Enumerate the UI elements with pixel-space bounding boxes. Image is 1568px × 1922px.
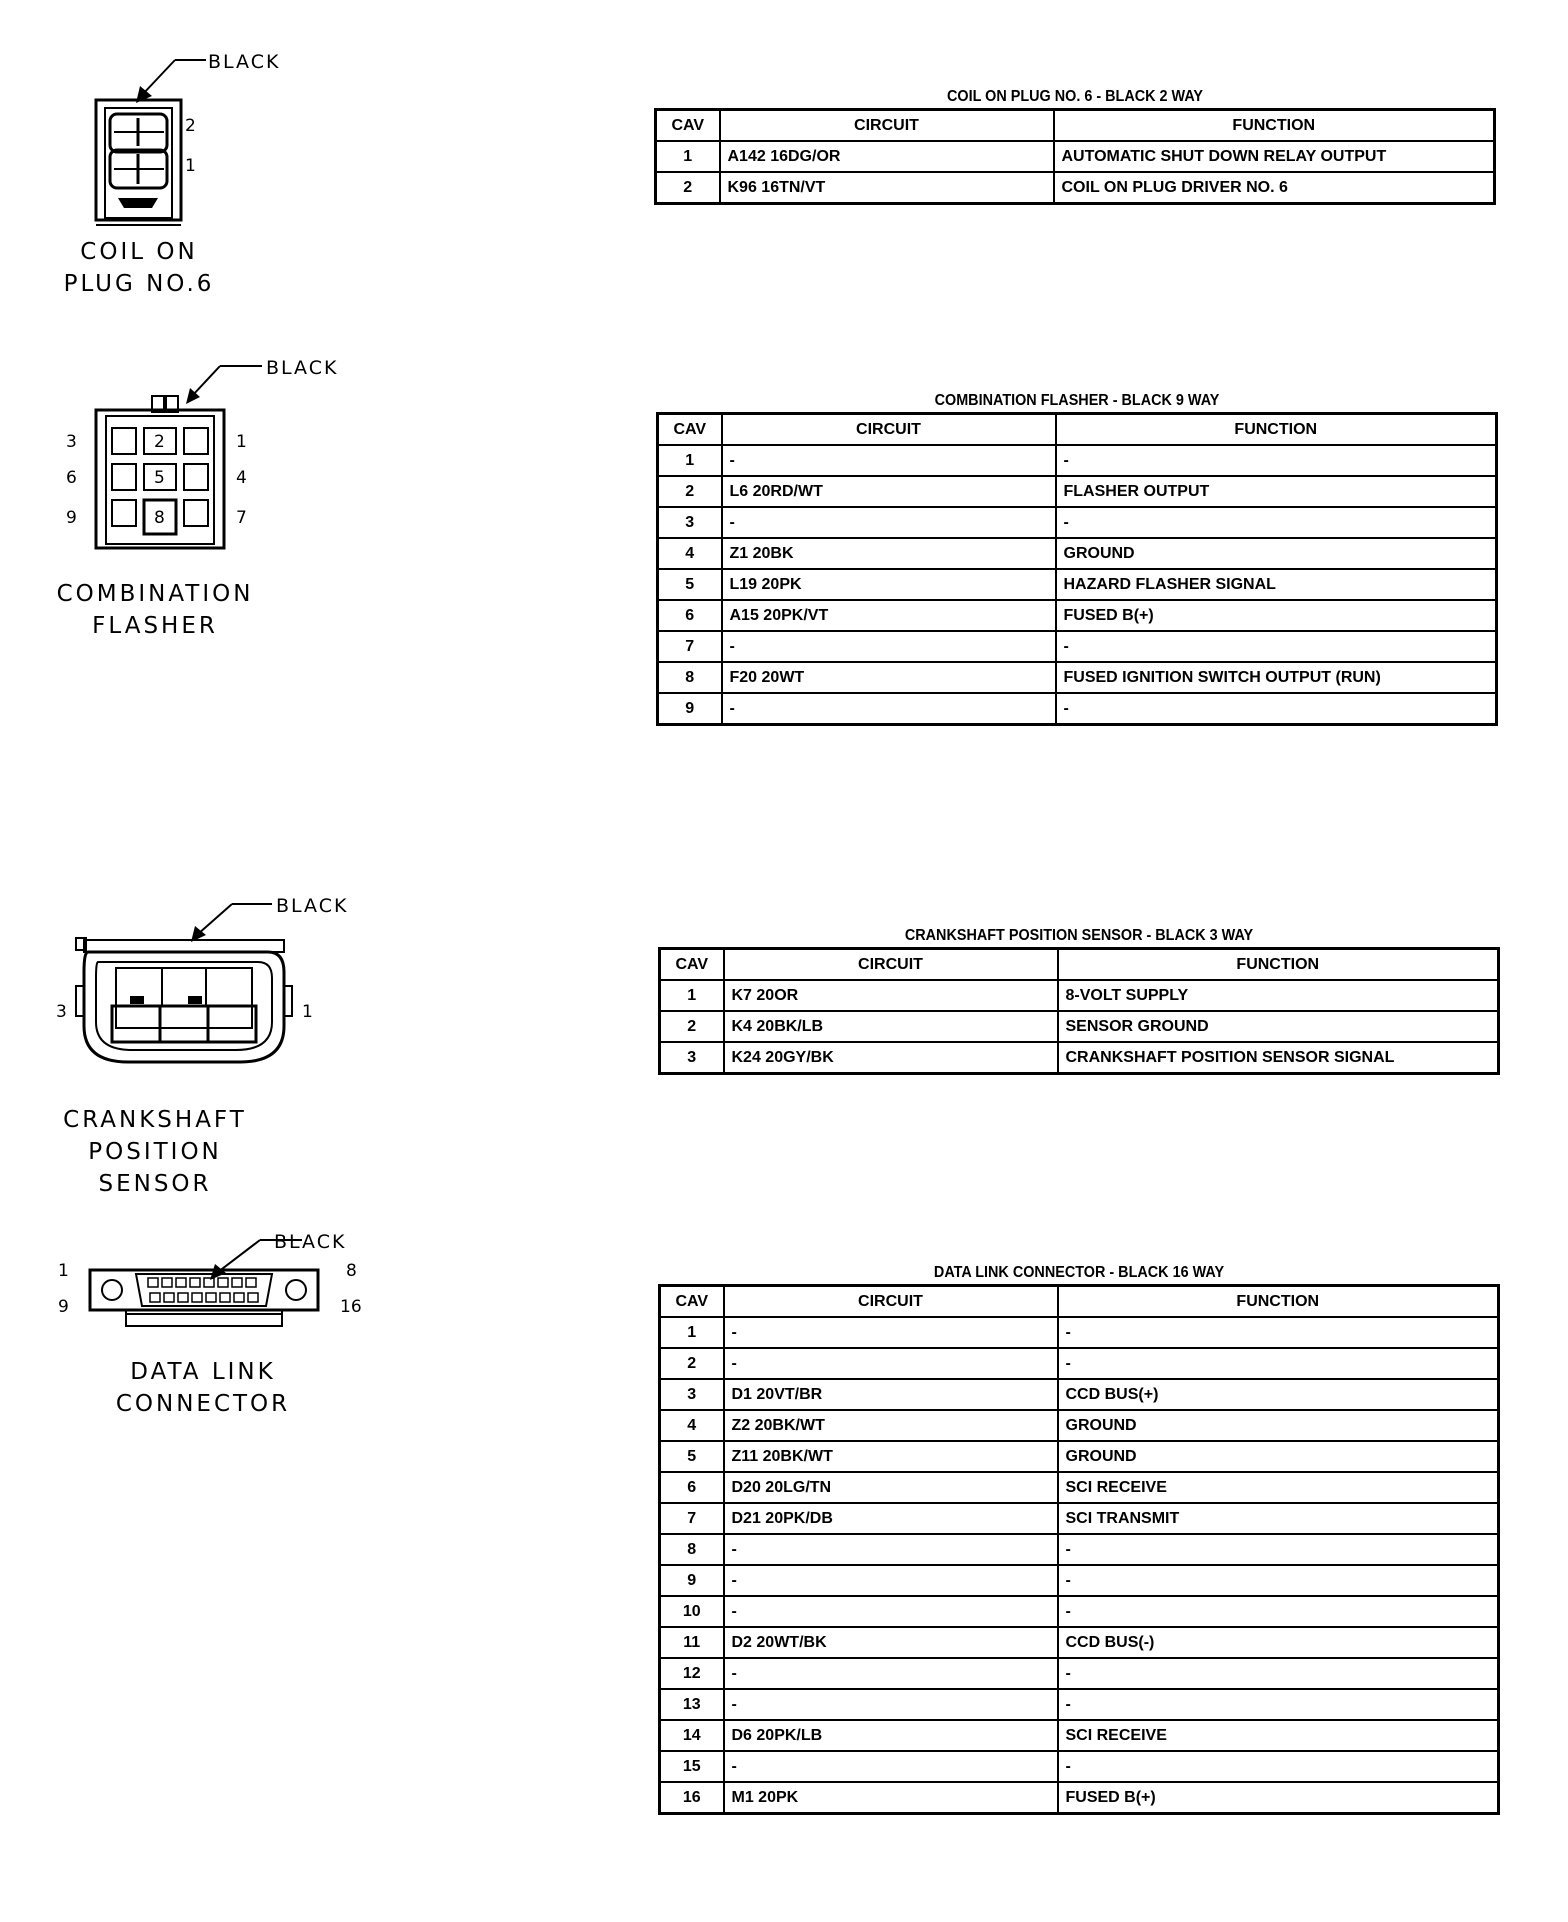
crank-table-title: CRANKSHAFT POSITION SENSOR - BLACK 3 WAY [904,927,1254,944]
dlc-pin-16: 16 [340,1297,362,1317]
function-cell: COIL ON PLUG DRIVER NO. 6 [1054,172,1495,204]
circuit-cell: Z11 20BK/WT [724,1441,1058,1472]
flasher-pin-4: 4 [236,468,247,488]
flasher-pin-8: 8 [154,508,165,528]
circuit-cell: F20 20WT [722,662,1056,693]
circuit-cell: - [724,1689,1058,1720]
table-row [660,1720,1499,1751]
circuit-cell: M1 20PK [724,1782,1058,1814]
coil-caption [44,236,234,300]
circuit-cell: - [724,1658,1058,1689]
table-header-row [656,110,1495,142]
coil-table-title: COIL ON PLUG NO. 6 - BLACK 2 WAY [946,88,1204,105]
table-row [660,1627,1499,1658]
table-row [660,1472,1499,1503]
function-cell: - [1058,1565,1499,1596]
table-row [658,600,1497,631]
cav-cell: 3 [660,1379,724,1410]
data-link-connector-diagram [40,1222,380,1342]
coil-pin-1: 1 [185,156,196,176]
coil-caption-line-2: PLUG NO.6 [63,271,215,297]
combination-flasher-connector-icon [40,348,340,558]
table-row [660,1317,1499,1348]
cav-cell: 9 [660,1565,724,1596]
coil-pin-2: 2 [185,116,196,136]
cav-cell: 16 [660,1782,724,1814]
function-cell: - [1056,693,1497,725]
table-header-row [660,949,1499,981]
circuit-cell: L19 20PK [722,569,1056,600]
circuit-cell: K24 20GY/BK [724,1042,1058,1074]
data-link-connector-table-block [658,1262,1500,1815]
circuit-cell: D6 20PK/LB [724,1720,1058,1751]
cav-cell: 8 [658,662,722,693]
circuit-cell: D2 20WT/BK [724,1627,1058,1658]
table-row [658,662,1497,693]
circuit-cell: Z1 20BK [722,538,1056,569]
function-cell: HAZARD FLASHER SIGNAL [1056,569,1497,600]
cav-cell: 2 [658,476,722,507]
flasher-pin-6: 6 [66,468,77,488]
combination-flasher-table [656,412,1498,726]
function-cell: GROUND [1058,1441,1499,1472]
table-row [660,1596,1499,1627]
crank-caption-line-3: SENSOR [98,1171,212,1197]
dlc-caption-line-1: DATA LINK [130,1359,276,1385]
function-cell: - [1058,1348,1499,1379]
flasher-caption-line-2: FLASHER [92,613,218,639]
table-row [660,1503,1499,1534]
dlc-pin-8: 8 [346,1261,357,1281]
table-row [658,693,1497,725]
circuit-cell: - [724,1348,1058,1379]
function-cell: - [1058,1596,1499,1627]
table-header-row [660,1286,1499,1318]
table-row [658,631,1497,662]
cav-cell: 1 [660,980,724,1011]
crankshaft-sensor-table-block [658,925,1500,1075]
coil-on-plug-connector-icon [40,40,300,240]
flasher-table-title: COMBINATION FLASHER - BLACK 9 WAY [934,392,1220,409]
cav-cell: 2 [660,1348,724,1379]
function-cell: SENSOR GROUND [1058,1011,1499,1042]
table-row [660,1689,1499,1720]
cav-cell: 5 [660,1441,724,1472]
function-cell: SCI RECEIVE [1058,1472,1499,1503]
circuit-cell: L6 20RD/WT [722,476,1056,507]
crankshaft-sensor-diagram [40,886,349,1086]
flasher-caption-line-1: COMBINATION [56,581,254,607]
cav-cell: 3 [660,1042,724,1074]
cav-cell: 2 [660,1011,724,1042]
table-row [658,507,1497,538]
cav-cell: 3 [658,507,722,538]
table-row [658,569,1497,600]
table-row [658,445,1497,476]
table-row [656,141,1495,172]
function-cell: AUTOMATIC SHUT DOWN RELAY OUTPUT [1054,141,1495,172]
flasher-pin-1: 1 [236,432,247,452]
cav-cell: 6 [658,600,722,631]
function-cell: CRANKSHAFT POSITION SENSOR SIGNAL [1058,1042,1499,1074]
flasher-pin-9: 9 [66,508,77,528]
function-cell: FLASHER OUTPUT [1056,476,1497,507]
cav-cell: 4 [658,538,722,569]
circuit-cell: - [724,1596,1058,1627]
cav-cell: 13 [660,1689,724,1720]
table-row [660,1534,1499,1565]
cav-cell: 4 [660,1410,724,1441]
function-cell: - [1058,1751,1499,1782]
column-header-cav: CAV [660,1286,724,1318]
coil-on-plug-diagram [40,40,300,240]
flasher-color-tag: BLACK [266,357,339,379]
function-cell: - [1056,507,1497,538]
circuit-cell: A15 20PK/VT [722,600,1056,631]
cav-cell: 7 [658,631,722,662]
function-cell: CCD BUS(-) [1058,1627,1499,1658]
circuit-cell: D1 20VT/BR [724,1379,1058,1410]
dlc-pin-1: 1 [58,1261,69,1281]
coil-color-tag: BLACK [208,51,281,73]
function-cell: - [1058,1317,1499,1348]
column-header-function: FUNCTION [1054,110,1495,142]
circuit-cell: - [724,1565,1058,1596]
flasher-pin-3: 3 [66,432,77,452]
dlc-caption [88,1356,318,1420]
function-cell: - [1056,445,1497,476]
data-link-connector-table [658,1284,1500,1815]
crank-caption-line-2: POSITION [88,1139,222,1165]
function-cell: CCD BUS(+) [1058,1379,1499,1410]
cav-cell: 8 [660,1534,724,1565]
cav-cell: 2 [656,172,720,204]
circuit-cell: - [724,1751,1058,1782]
table-row [660,1441,1499,1472]
coil-on-plug-table [654,108,1496,205]
function-cell: - [1056,631,1497,662]
cav-cell: 1 [658,445,722,476]
column-header-cav: CAV [656,110,720,142]
coil-caption-line-1: COIL ON [80,239,198,265]
column-header-circuit: CIRCUIT [724,949,1058,981]
circuit-cell: - [722,693,1056,725]
column-header-cav: CAV [660,949,724,981]
circuit-cell: K7 20OR [724,980,1058,1011]
cav-cell: 1 [656,141,720,172]
cav-cell: 5 [658,569,722,600]
table-row [660,1751,1499,1782]
crank-color-tag: BLACK [276,895,349,917]
cav-cell: 7 [660,1503,724,1534]
table-row [660,1348,1499,1379]
crank-caption [40,1104,270,1200]
cav-cell: 12 [660,1658,724,1689]
cav-cell: 14 [660,1720,724,1751]
table-row [656,172,1495,204]
flasher-caption [40,578,270,642]
column-header-circuit: CIRCUIT [722,414,1056,446]
dlc-table-title: DATA LINK CONNECTOR - BLACK 16 WAY [933,1264,1225,1281]
function-cell: FUSED B(+) [1056,600,1497,631]
circuit-cell: - [722,445,1056,476]
function-cell: SCI RECEIVE [1058,1720,1499,1751]
circuit-cell: Z2 20BK/WT [724,1410,1058,1441]
function-cell: FUSED IGNITION SWITCH OUTPUT (RUN) [1056,662,1497,693]
cav-cell: 15 [660,1751,724,1782]
table-row [660,1782,1499,1814]
cav-cell: 11 [660,1627,724,1658]
circuit-cell: D20 20LG/TN [724,1472,1058,1503]
table-row [660,980,1499,1011]
crank-pin-1: 1 [302,1002,313,1022]
column-header-cav: CAV [658,414,722,446]
cav-cell: 9 [658,693,722,725]
circuit-cell: A142 16DG/OR [720,141,1054,172]
crank-pin-3: 3 [56,1002,67,1022]
function-cell: - [1058,1689,1499,1720]
combination-flasher-diagram [40,348,340,558]
data-link-connector-icon [40,1222,380,1342]
circuit-cell: - [724,1317,1058,1348]
dlc-pin-9: 9 [58,1297,69,1317]
table-row [660,1379,1499,1410]
column-header-circuit: CIRCUIT [720,110,1054,142]
function-cell: FUSED B(+) [1058,1782,1499,1814]
column-header-function: FUNCTION [1056,414,1497,446]
circuit-cell: K4 20BK/LB [724,1011,1058,1042]
table-row [658,538,1497,569]
cav-cell: 1 [660,1317,724,1348]
flasher-pin-2: 2 [154,432,165,452]
table-row [660,1565,1499,1596]
function-cell: SCI TRANSMIT [1058,1503,1499,1534]
table-row [660,1042,1499,1074]
crankshaft-sensor-table [658,947,1500,1075]
table-header-row [658,414,1497,446]
function-cell: GROUND [1058,1410,1499,1441]
function-cell: - [1058,1658,1499,1689]
function-cell: 8-VOLT SUPPLY [1058,980,1499,1011]
dlc-color-tag: BLACK [274,1231,347,1253]
flasher-pin-5: 5 [154,468,165,488]
table-row [658,476,1497,507]
column-header-function: FUNCTION [1058,1286,1499,1318]
circuit-cell: - [724,1534,1058,1565]
circuit-cell: D21 20PK/DB [724,1503,1058,1534]
combination-flasher-table-block [656,390,1498,726]
crank-caption-line-1: CRANKSHAFT [63,1107,247,1133]
cav-cell: 6 [660,1472,724,1503]
column-header-circuit: CIRCUIT [724,1286,1058,1318]
table-row [660,1410,1499,1441]
circuit-cell: - [722,507,1056,538]
circuit-cell: K96 16TN/VT [720,172,1054,204]
dlc-caption-line-2: CONNECTOR [115,1391,291,1417]
table-row [660,1658,1499,1689]
coil-on-plug-table-block [654,86,1496,205]
function-cell: GROUND [1056,538,1497,569]
cav-cell: 10 [660,1596,724,1627]
table-row [660,1011,1499,1042]
crankshaft-sensor-connector-icon [40,886,349,1086]
flasher-pin-7: 7 [236,508,247,528]
circuit-cell: - [722,631,1056,662]
column-header-function: FUNCTION [1058,949,1499,981]
function-cell: - [1058,1534,1499,1565]
